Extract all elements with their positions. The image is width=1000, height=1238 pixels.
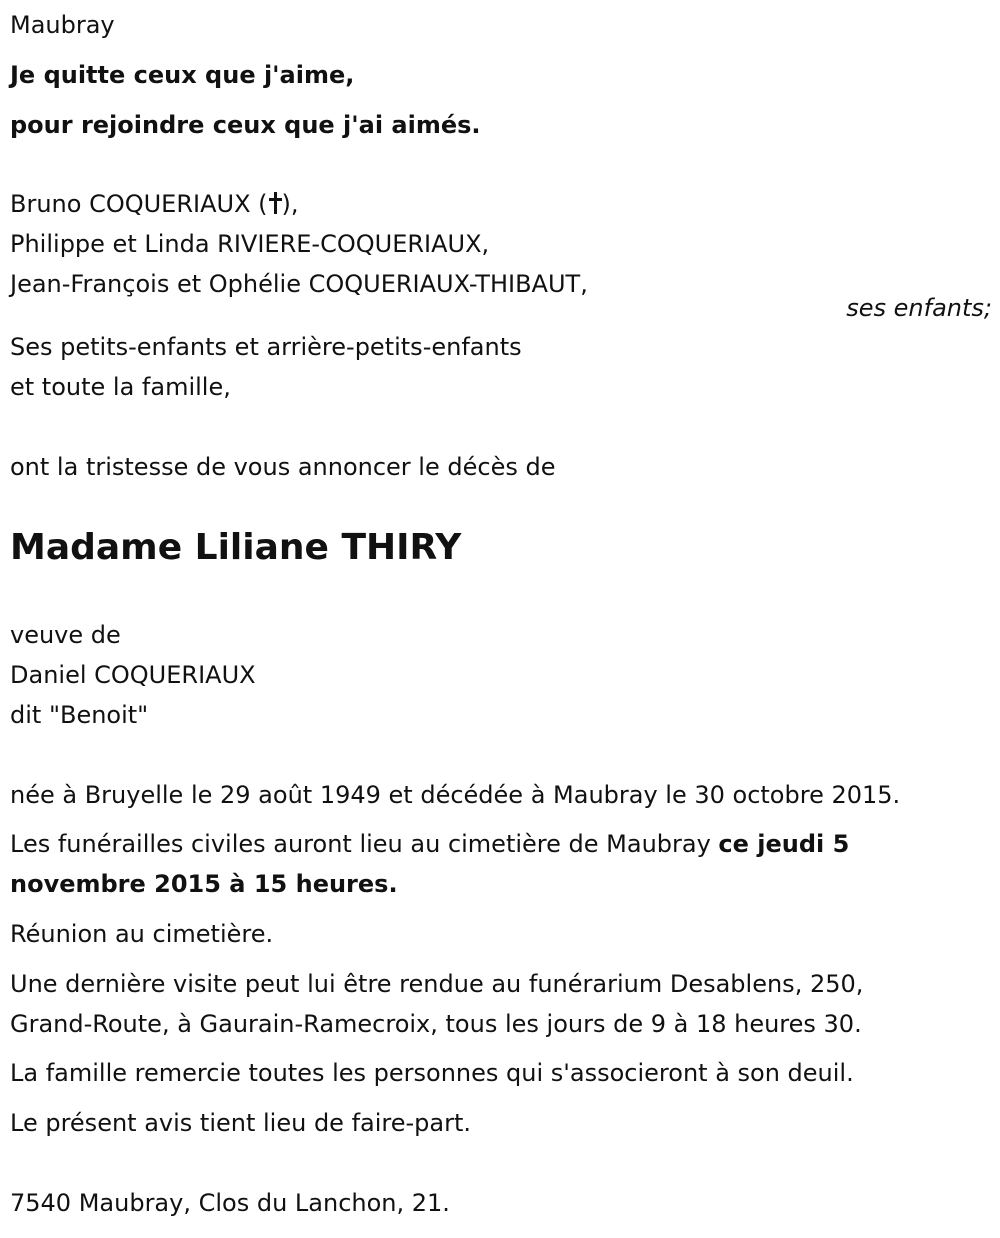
meeting-text: Réunion au cimetière. — [10, 920, 274, 948]
notice-text: Le présent avis tient lieu de faire-part. — [10, 1109, 472, 1137]
children-role-label: ses enfants; — [846, 294, 992, 322]
quote-line-2: pour rejoindre ceux que j'ai aimés. — [10, 111, 481, 139]
funeral-date-part1: ce jeudi 5 — [718, 830, 850, 858]
child-line-2: Philippe et Linda RIVIERE-COQUERIAUX, — [10, 230, 490, 258]
latin-cross-icon — [268, 192, 282, 214]
funeral-line-1 — [10, 829, 849, 859]
child-line-3: Jean-François et Ophélie COQUERIAUX-THIBAUT, — [10, 270, 588, 298]
birth-death-text: née à Bruyelle le 29 août 1949 et décédée à Maubray le 30 octobre 2015. — [10, 781, 901, 809]
spouse-line-2: Daniel COQUERIAUX — [10, 661, 256, 689]
child-line-1 — [10, 189, 299, 219]
spouse-line-3: dit "Benoit" — [10, 701, 149, 729]
family-line-2: et toute la famille, — [10, 373, 231, 401]
visit-line-2: Grand-Route, à Gaurain-Ramecroix, tous les jours de 9 à 18 heures 30. — [10, 1010, 862, 1038]
thanks-text: La famille remercie toutes les personnes qui s'associeront à son deuil. — [10, 1059, 854, 1087]
deceased-name: Madame Liliane THIRY — [10, 527, 462, 568]
city-label: Maubray — [10, 11, 115, 39]
address-text: 7540 Maubray, Clos du Lanchon, 21. — [10, 1189, 450, 1217]
spouse-line-1: veuve de — [10, 621, 121, 649]
child-line-1-end: ), — [281, 190, 299, 218]
funeral-prefix: Les funérailles civiles auront lieu au cimetière de Maubray — [10, 830, 719, 858]
child-name-bruno: Bruno COQUERIAUX ( — [10, 190, 268, 218]
funeral-date-part2: novembre 2015 à 15 heures. — [10, 870, 398, 898]
family-line-1: Ses petits-enfants et arrière-petits-enfants — [10, 333, 522, 361]
quote-line-1: Je quitte ceux que j'aime, — [10, 61, 355, 89]
announcement-text: ont la tristesse de vous annoncer le décès de — [10, 453, 556, 481]
visit-line-1: Une dernière visite peut lui être rendue au funérarium Desablens, 250, — [10, 970, 864, 998]
